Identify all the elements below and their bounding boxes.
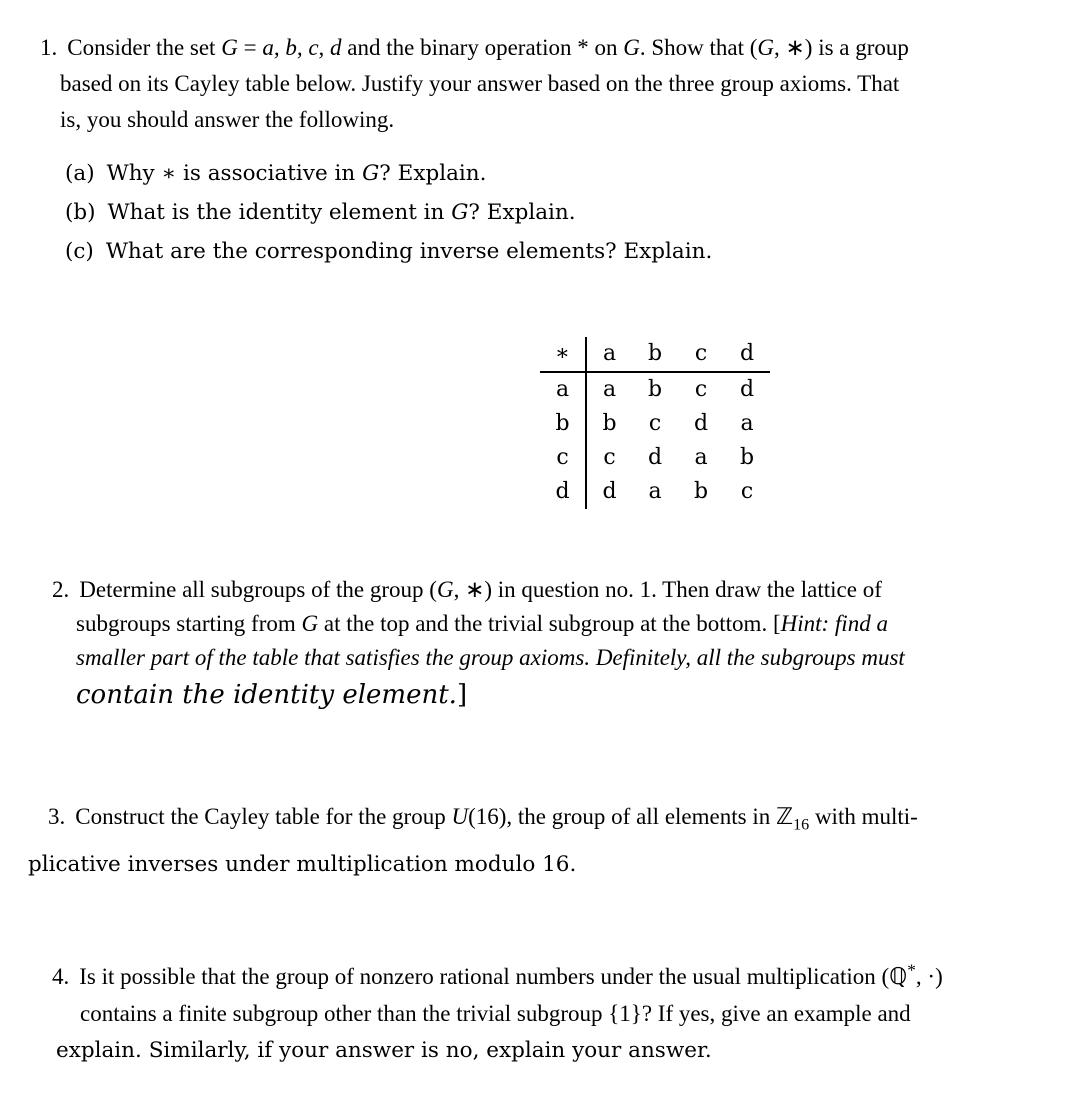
cayley-cell: d	[602, 479, 617, 504]
problem-2-line-4: contain the identity element.]	[76, 680, 468, 710]
problem-1-item-a-text: Why ∗ is associative in G? Explain.	[106, 161, 487, 186]
cayley-row-header: c	[540, 441, 586, 475]
problem-2-line-1	[52, 573, 1052, 607]
problem-1-item-b-text: What is the identity element in G? Explain.	[107, 200, 576, 225]
cayley-cell: b	[602, 411, 617, 436]
problem-4-line-2: contains a finite subgroup other than the trivial subgroup {1}? If yes, give an example and	[80, 1001, 911, 1027]
problem-4-number: 4.	[52, 964, 70, 990]
problem-1-line-3: is, you should answer the following.	[60, 107, 395, 132]
problem-3	[20, 799, 1052, 886]
cayley-cell: a	[648, 479, 662, 504]
problem-1-subitems	[20, 154, 1052, 271]
cayley-row-b	[540, 407, 770, 441]
cayley-cell: c	[694, 377, 708, 402]
cayley-cell: d	[693, 411, 709, 436]
problem-2	[20, 573, 1052, 715]
cayley-cell: c	[603, 445, 616, 470]
problem-2-text-1: Determine all subgroups of the group (G, ∗) in question no. 1. Then draw the lattice of	[79, 577, 882, 602]
cayley-row-d	[540, 475, 770, 509]
problem-1	[20, 30, 1052, 509]
cayley-cell: a	[740, 411, 754, 436]
cayley-col-header: d	[724, 337, 770, 372]
cayley-cell: b	[647, 377, 663, 402]
cayley-cell: d	[739, 377, 755, 402]
cayley-operation-symbol: ∗	[540, 337, 586, 372]
problem-1-item-c-text: What are the corresponding inverse elements? Explain.	[105, 239, 713, 264]
problem-4-text-1: Is it possible that the group of nonzero rational numbers under the usual multiplication (ℚ*, ·)	[79, 960, 943, 990]
problem-1-line-2: based on its Cayley table below. Justify your answer based on the three group axioms. That	[60, 71, 900, 96]
cayley-cell: b	[739, 445, 755, 470]
problem-1-item-a-label: (a)	[65, 161, 95, 186]
cayley-col-header: a	[586, 337, 632, 372]
cayley-row-a	[540, 372, 770, 407]
cayley-row-header: b	[540, 407, 586, 441]
problem-3-number: 3.	[48, 804, 66, 829]
cayley-cell: c	[648, 411, 662, 436]
problem-4	[20, 952, 1052, 1070]
cayley-table	[540, 337, 770, 509]
problem-1-text-1: Consider the set G = a, b, c, d and the binary operation * on G. Show that (G, ∗) is a group	[67, 35, 909, 60]
problem-1-item-b-label: (b)	[65, 200, 96, 225]
cayley-col-header: b	[632, 337, 678, 372]
cayley-row-c	[540, 441, 770, 475]
problem-1-number: 1.	[40, 35, 58, 60]
cayley-cell: d	[647, 445, 663, 470]
cayley-row-header: a	[540, 372, 586, 407]
problem-1-item-c-label: (c)	[65, 239, 94, 264]
problem-3-line-2: plicative inverses under multiplication modulo 16.	[28, 851, 577, 877]
cayley-cell: a	[602, 377, 617, 402]
problem-2-line-2: subgroups starting from G at the top and the trivial subgroup at the bottom. [Hint: find a	[76, 611, 888, 636]
problem-4-line-3: explain. Similarly, if your answer is no, explain your answer.	[56, 1038, 712, 1064]
problem-2-line-3: smaller part of the table that satisfies the group axioms. Definitely, all the subgroups must	[76, 645, 905, 670]
cayley-cell: b	[693, 479, 709, 504]
problem-1-line-1	[40, 30, 1052, 66]
problem-3-text-1: Construct the Cayley table for the group U(16), the group of all elements in ℤ$_{16}$ with multi-	[75, 804, 918, 834]
cayley-col-header: c	[678, 337, 724, 372]
problem-3-line-1	[48, 799, 1052, 844]
problem-4-line-1	[52, 952, 1052, 996]
cayley-row-header: d	[540, 475, 586, 509]
problem-1-item-c	[65, 232, 1052, 271]
problem-1-item-b	[65, 193, 1052, 232]
cayley-cell: c	[740, 479, 754, 504]
cayley-cell: a	[694, 445, 708, 470]
cayley-header-row	[540, 337, 770, 372]
problem-1-item-a	[65, 154, 1052, 193]
problem-2-number: 2.	[52, 577, 70, 602]
